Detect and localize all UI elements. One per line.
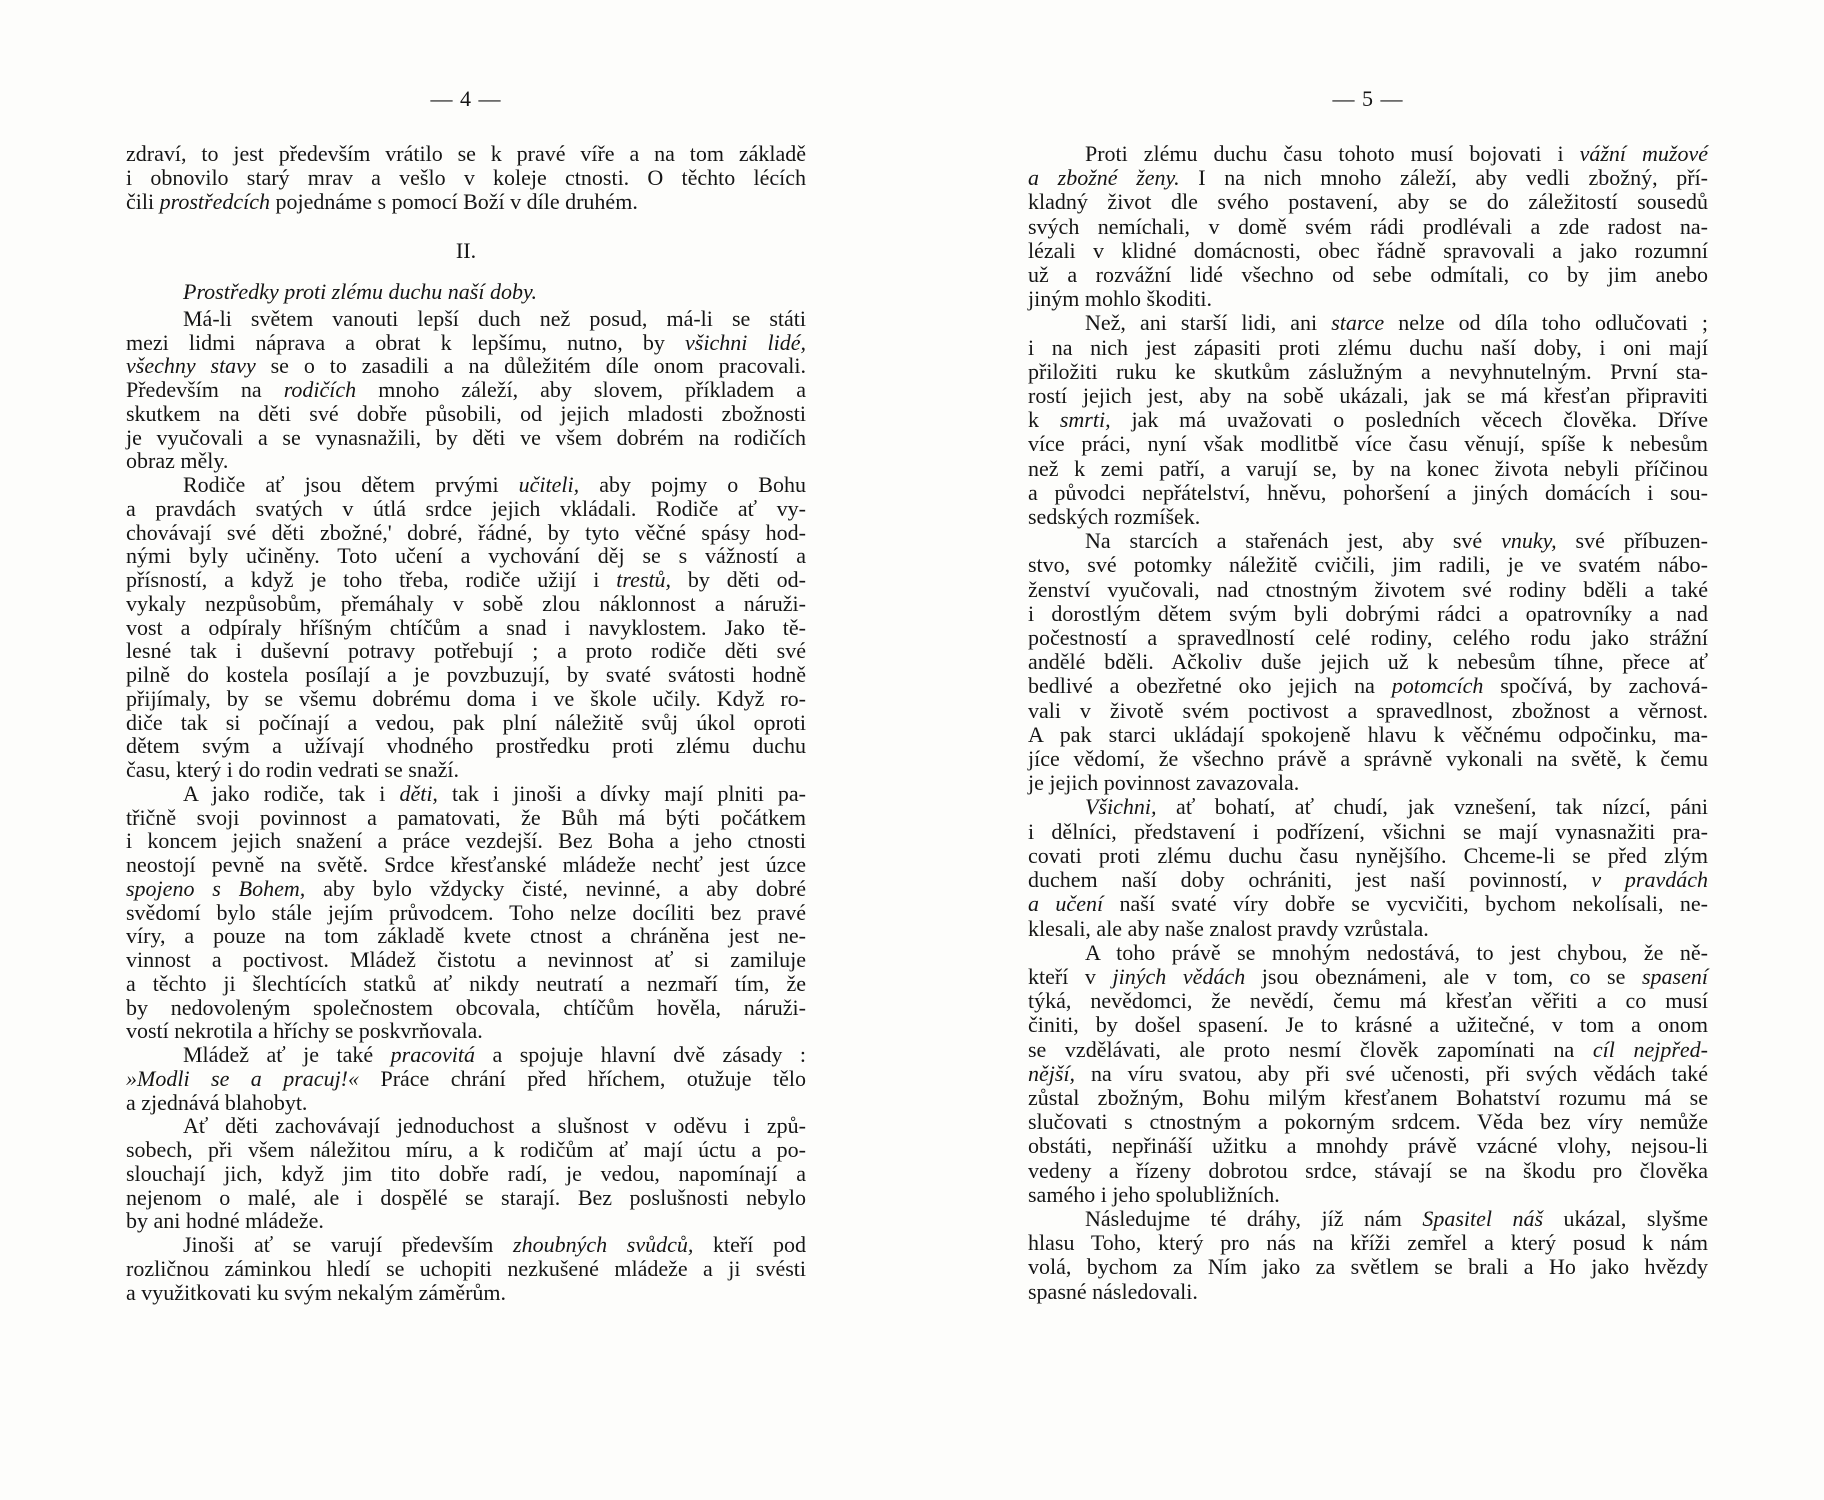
text-run: počestností a spravedlností celé rodiny, celého rodu jako strážní [1028,625,1708,651]
text-run: zdraví, to jest především vrátilo se k pravé víře a na tom základě [126,141,806,166]
text-line [126,190,806,214]
text-run: A jako rodiče, tak i [183,780,400,806]
paragraph [1028,142,1708,311]
emphasis-text: »Modli se a pracuj!« [126,1065,360,1091]
paragraph [126,1043,806,1114]
text-line [1028,1255,1708,1279]
text-line [126,853,806,877]
text-line [1028,747,1708,771]
text-run: dětem svým a užívají vhodného prostředku proti zlému duchu [126,733,806,759]
emphasis-text: cíl nejpřed- [1592,1036,1708,1062]
text-line [1028,287,1708,311]
text-line [1028,1062,1708,1086]
text-line [126,497,806,521]
text-line [1028,263,1708,287]
text-run: Především na [126,377,284,402]
text-run: času, který i do rodin vedrati se snaží. [126,757,459,782]
text-run: by děti od- [671,567,806,592]
text-line [1028,650,1708,674]
text-column [1028,142,1708,1304]
text-line [126,877,806,901]
text-run: A pak starci ukládají spokojeně hlavu k věčnému odpočinku, ma- [1028,721,1708,747]
text-line [1028,1110,1708,1134]
text-run: vostí nekrotila a hříchy se poskvrňovala. [126,1018,483,1044]
text-run: kladný život dle svého postavení, aby se do záležitostí sousedů [1028,189,1708,215]
text-line [126,972,806,996]
text-run: týká, nevědomci, že nevědí, čemu má křesťan věřiti a co musí [1028,988,1708,1014]
text-run: mezi lidmi náprava a obrat k lepšímu, nutno, by [126,329,686,355]
text-run: pojednáme s pomocí Boží v díle druhém. [270,188,638,214]
text-line [1028,1086,1708,1110]
emphasis-text: jiných vědách [1112,963,1246,989]
text-line [126,473,806,497]
text-run: sedských rozmíšek. [1028,504,1201,530]
text-line [126,354,806,378]
text-run: nelze od díla toho odlučovati ; [1384,310,1708,336]
text-run: činiti, by došel spasení. Je to krásné a užitečné, v tom a onom [1028,1012,1708,1038]
text-line [1028,408,1708,432]
text-run: vedeny a řízeny dobrotou srdce, stávají se na škodu pro člověka [1028,1157,1708,1183]
text-run: aby pojmy o Bohu [579,472,806,497]
text-line [126,378,806,402]
text-line [126,592,806,616]
text-line [1028,142,1708,166]
text-line [126,639,806,663]
text-run: by ani hodné mládeže. [126,1208,324,1234]
text-line [1028,384,1708,408]
text-run: Práce chrání před hříchem, otužuje tělo [359,1065,806,1091]
text-line [126,1162,806,1186]
text-line [126,568,806,592]
text-run: a využitkovati ku svým nekalým záměrům. [126,1279,507,1305]
paragraph [1028,529,1708,795]
text-run: i dorostlým dětem svým byli dobrými rádci a opatrovníky a nad [1028,600,1708,626]
text-run: obstáti, nepřináší užitku a mnohdy právě vzácné vlohy, nejsou-li [1028,1133,1708,1159]
text-run: chovávají své děti zbožné,' dobré, řádné, by tyto věčné spásy hod- [126,519,806,545]
text-line [1028,844,1708,868]
text-column [126,142,806,1304]
emphasis-text: spojeno s Bohem, [126,875,306,901]
emphasis-text: pracovitá [390,1042,475,1067]
text-run: vali v životě svém poctivost a spravedlnost, zbožnost a věrnost. [1028,697,1708,723]
text-line [1028,1159,1708,1183]
text-run: už a rozvážní lidé všechno od sebe odmítali, co by jim anebo [1028,262,1708,288]
text-run: rozličnou záminkou hledí se uchopiti nezkušené mládeže a ji svésti [126,1255,806,1281]
text-run: se o to zasadili a na důležitém díle onom pracovali. [255,353,806,379]
text-line [126,948,806,972]
text-run: ženství vyučovali, nad ctnostným životem své rodiny bděli a také [1028,576,1708,602]
text-run: by nedovoleným společnostem obcovala, chtíčům hověla, náruži- [126,994,806,1020]
text-line [126,782,806,806]
text-run: přísností, a když je toho třeba, rodiče užijí i [126,567,617,592]
text-line [1028,602,1708,626]
text-run: své příbuzen- [1556,528,1708,554]
text-run: i dělníci, představení i podřízení, všichni se mají vynasnažiti pra- [1028,818,1708,844]
text-line [126,402,806,426]
emphasis-text: vnuky, [1501,528,1557,554]
text-line [1028,892,1708,916]
text-line [126,544,806,568]
text-run: jíce vědomí, že všechno právě a správně vykonali na světě, k čemu [1028,746,1708,772]
text-line [1028,1207,1708,1231]
text-run: nými byly učiněny. Toto učení a vychování děj se s vážností a [126,543,806,569]
text-line [1028,1280,1708,1304]
text-line [126,1019,806,1043]
emphasis-text: trestů, [616,567,672,592]
text-run: A toho právě se mnohým nedostává, to jest chybou, že ně- [1085,939,1708,965]
text-line [126,142,806,166]
text-run: naší svaté víry dobře se vycvičiti, bychom nekolísali, ne- [1103,891,1708,917]
text-run: duchem naší doby ochrániti, jest naší povinností, [1028,867,1592,893]
text-line [1028,941,1708,965]
text-line [126,1091,806,1115]
text-run: lesné tak i duševní potravy potřebují ; a proto rodiče děti své [126,638,806,664]
text-run: než k zemi patří, a varují se, by na konec života nebyli příčinou [1028,455,1708,481]
text-run: rostí jejich jest, aby na sobě ukázali, jak se má křesťan připraviti [1028,383,1708,409]
text-run: a zjednává blahobyt. [126,1089,308,1115]
text-line [1028,674,1708,698]
text-line [1028,1038,1708,1062]
text-run: i obnovilo starý mrav a vešlo v koleje ctnosti. O těchto lécích [126,164,806,190]
text-run: tak i jinoši a dívky mají plniti pa- [437,780,807,806]
emphasis-text: potomcích [1391,673,1484,699]
text-line [1028,360,1708,384]
text-line [126,663,806,687]
text-run: spasné následovali. [1028,1278,1198,1304]
text-line [126,1257,806,1281]
emphasis-text: Spasitel náš [1422,1205,1544,1231]
text-run: Má-li světem vanouti lepší duch než posud, má-li se státi [183,305,806,331]
text-run: diče tak si počínají a vedou, pak plní náležitě svůj úkol oproti [126,709,806,735]
text-run: I na nich mnoho záleží, aby vedli zbožný, pří- [1179,165,1709,191]
text-run: nejenom o malé, ale i dospělé se starají. Bez poslušnosti nebylo [126,1184,806,1210]
text-run: kteří v [1028,963,1113,989]
text-run: Následujme té dráhy, jíž nám [1085,1205,1423,1231]
text-run: i na nich jest zápasiti proti zlému duchu naší doby, i oni mají [1028,334,1708,360]
text-run: Proti zlému duchu času tohoto musí bojovati i [1085,141,1580,166]
text-line [1028,432,1708,456]
emphasis-text: v pravdách [1591,867,1708,893]
text-run: obraz měly. [126,448,229,474]
text-run: klesali, ale aby naše znalost pravdy vzrůstala. [1028,915,1429,941]
emphasis-text: spasení [1641,963,1708,989]
paragraph [126,142,806,213]
text-line [126,307,806,331]
text-line [1028,1134,1708,1158]
text-line [126,806,806,830]
text-line [1028,311,1708,335]
text-line [126,1114,806,1138]
text-run: aby bylo vždycky čisté, nevinné, a aby dobré [305,875,807,901]
text-run: skutkem na děti své dobře působili, od jejich mladosti zbožnosti [126,400,806,426]
paragraph [1028,941,1708,1207]
emphasis-text: smrti, [1059,407,1111,433]
text-run: jsou obeznámeni, ale v tom, co se [1245,963,1642,989]
text-line [126,1043,806,1067]
paragraph [1028,311,1708,529]
text-run: kteří pod [693,1232,807,1257]
text-line [1028,505,1708,529]
text-run: slučovati s ctnostným a pokorným srdcem. Věda bez víry nemůže [1028,1109,1708,1135]
text-run: třičně svoji povinnost a pamatovati, že Bůh má býti počátkem [126,804,806,830]
emphasis-text: zhoubných svůdců, [513,1232,694,1257]
text-run: Jinoši ať se varují především [183,1232,514,1257]
emphasis-text: Všichni, [1085,794,1157,820]
text-run: vinnost a poctivost. Mládež čistotu a nevinnost ať si zamiluje [126,947,806,972]
text-run: svědomí bylo stále jejím průvodcem. Toho nelze docíliti bez pravé [126,899,806,925]
emphasis-text: všechny stavy [126,353,256,379]
text-run: a spojuje hlavní dvě zásady : [474,1042,806,1067]
text-run: andělé bděli. Ačkoliv duše jejich už k nebesům tíhne, přece ať [1028,649,1708,675]
text-line [1028,626,1708,650]
text-line [1028,190,1708,214]
text-run: jiným mohlo škoditi. [1028,286,1212,312]
text-run: a pravdách svatých v útlá srdce jejich vkládali. Rodiče ať vy- [126,495,806,521]
text-line [1028,578,1708,602]
paragraph [126,1233,806,1304]
text-run: hlasu Toho, který pro nás na kříži zemřel a který posud k nám [1028,1230,1708,1256]
text-run: víry, a pouze na tom základě kvete ctnost a chráněna jest ne- [126,923,806,949]
text-run: vykaly nezpůsobům, přemáhaly v sobě zlou náklonnost a náruži- [126,590,806,616]
text-line [126,711,806,735]
text-line [1028,1231,1708,1255]
text-run: na víru svatou, aby při své učenosti, při svých vědách také [1075,1060,1708,1086]
text-run: lézali v klidné domácnosti, obec řádně spravovali a jako rozumní [1028,237,1708,263]
emphasis-text: starce [1331,310,1385,336]
text-line [126,331,806,355]
text-run: neostojí pevně na světě. Srdce křesťanské mládeže nechť jest úzce [126,852,806,877]
text-line [1028,1013,1708,1037]
text-run: samého i jeho spolubližních. [1028,1181,1280,1207]
text-line [126,1233,806,1257]
emphasis-text: učiteli, [518,472,580,497]
text-run: ať bohatí, ať chudí, jak vznešení, tak nízcí, páni [1156,794,1708,820]
text-line [1028,771,1708,795]
text-line [126,1209,806,1233]
page-number: — 5 — [1332,86,1404,111]
paragraph [126,782,806,1043]
text-line [1028,529,1708,553]
paragraph [126,473,806,782]
text-line [126,1186,806,1210]
text-run: bedlivé a obezřetné oko jejich na [1028,673,1392,699]
text-run: i koncem jejich snažení a práce vezdejší. Bez Boha a jeho ctnosti [126,828,806,854]
text-run: vost a odpíraly hříšným chtíčům a snad i navyklostem. Jako tě- [126,614,806,640]
text-line [1028,553,1708,577]
text-run: mnoho záleží, aby slovem, příkladem a [356,377,806,402]
paragraph [1028,795,1708,940]
text-line [126,1138,806,1162]
text-run: volá, bychom za Ním jako za světlem se brali a Ho jako hvězdy [1028,1254,1708,1280]
text-line [126,449,806,473]
text-run: více práci, nyní však modlitbě více času věnují, spíše k nebesům [1028,431,1708,457]
text-run: svých nemíchali, v domě svém rádi prodlévali a zde radost na- [1028,213,1708,239]
emphasis-text: vážní mužové [1579,141,1709,166]
text-run: stvo, své potomky náležitě cvičili, jim radili, je ve svatém nábo- [1028,552,1708,578]
emphasis-text: a učení [1028,891,1104,917]
text-line [126,734,806,758]
text-run: Na starcích a stařenách jest, aby své [1085,528,1502,554]
text-run: spočívá, by zachová- [1483,673,1708,699]
text-run: se vzdělávati, ale proto nesmí člověk zapomínati na [1028,1036,1593,1062]
text-line [1028,215,1708,239]
emphasis-text: nější, [1028,1060,1076,1086]
text-line [1028,457,1708,481]
text-run: je vyučovali a se vynasnažili, by děti ve všem dobrém na rodičích [126,424,806,450]
emphasis-text: prostředcích [159,188,270,214]
text-run: slouchají jich, když jim tito dobře radí, je vedou, napomínají a [126,1160,806,1186]
text-line [126,687,806,711]
emphasis-text: rodičích [283,377,357,402]
text-run: jak má uvažovati o posledních věcech člověka. Dříve [1110,407,1708,433]
text-line [1028,239,1708,263]
text-line [126,166,806,190]
text-run: přiložiti ruku ke skutkům záslužným a nevyhnutelným. První sta- [1028,358,1708,384]
page-number: — 4 — [430,86,502,111]
text-line [1028,965,1708,989]
text-line [1028,820,1708,844]
text-line [126,426,806,450]
paragraph [126,307,806,473]
text-run: ukázal, slyšme [1543,1205,1708,1231]
text-line [126,1281,806,1305]
emphasis-text: všichni lidé, [685,329,806,355]
emphasis-text: a zbožné ženy. [1028,165,1180,191]
text-run: je jejich povinnost zavazovala. [1028,770,1300,796]
section-heading: Prostředky proti zlému duchu naší doby. [183,279,537,304]
text-line [1028,868,1708,892]
text-run: a původci nepřátelství, hněvu, pohoršení a jiných domácích i sou- [1028,479,1708,505]
text-run: k [1028,407,1060,433]
text-line [1028,723,1708,747]
text-line [1028,1183,1708,1207]
text-line [126,924,806,948]
text-line [126,521,806,545]
text-run: Ať děti zachovávají jednoduchost a slušnost v oděvu i způ- [183,1113,806,1139]
text-run: sobech, při všem náležitou míru, a k rodičům ať mají úctu a po- [126,1137,806,1162]
text-line [1028,166,1708,190]
text-run: přijímaly, by se všemu dobrému doma i ve škole učily. Když ro- [126,685,806,711]
text-run: zůstal zbožným, Bohu milým křesťanem Bohatství rozumu má se [1028,1084,1708,1110]
paragraph [1028,1207,1708,1304]
text-line [126,758,806,782]
text-line [1028,917,1708,941]
text-line [1028,481,1708,505]
text-line [126,901,806,925]
text-line [126,1067,806,1091]
text-line [1028,989,1708,1013]
text-run: Rodiče ať jsou dětem prvými [183,472,519,497]
text-line [1028,699,1708,723]
text-line [1028,336,1708,360]
text-run: čili [126,188,160,214]
text-run: Mládež ať je také [183,1042,391,1067]
emphasis-text: děti, [399,780,438,806]
text-run: pilně do kostela posílají a je povzbuzují, by svaté svátosti hodně [126,662,806,687]
text-line [126,616,806,640]
text-run: Než, ani starší lidi, ani [1085,310,1332,336]
text-run: a těchto ji šlechtících statků ať nikdy neutratí a nezmaří tím, že [126,970,806,996]
paragraph [126,1114,806,1233]
section-number: II. [455,238,477,264]
text-line [126,996,806,1020]
text-run: covati proti zlému duchu času nynějšího. Chceme-li se před zlým [1028,842,1708,868]
text-line [126,829,806,853]
text-line [1028,795,1708,819]
